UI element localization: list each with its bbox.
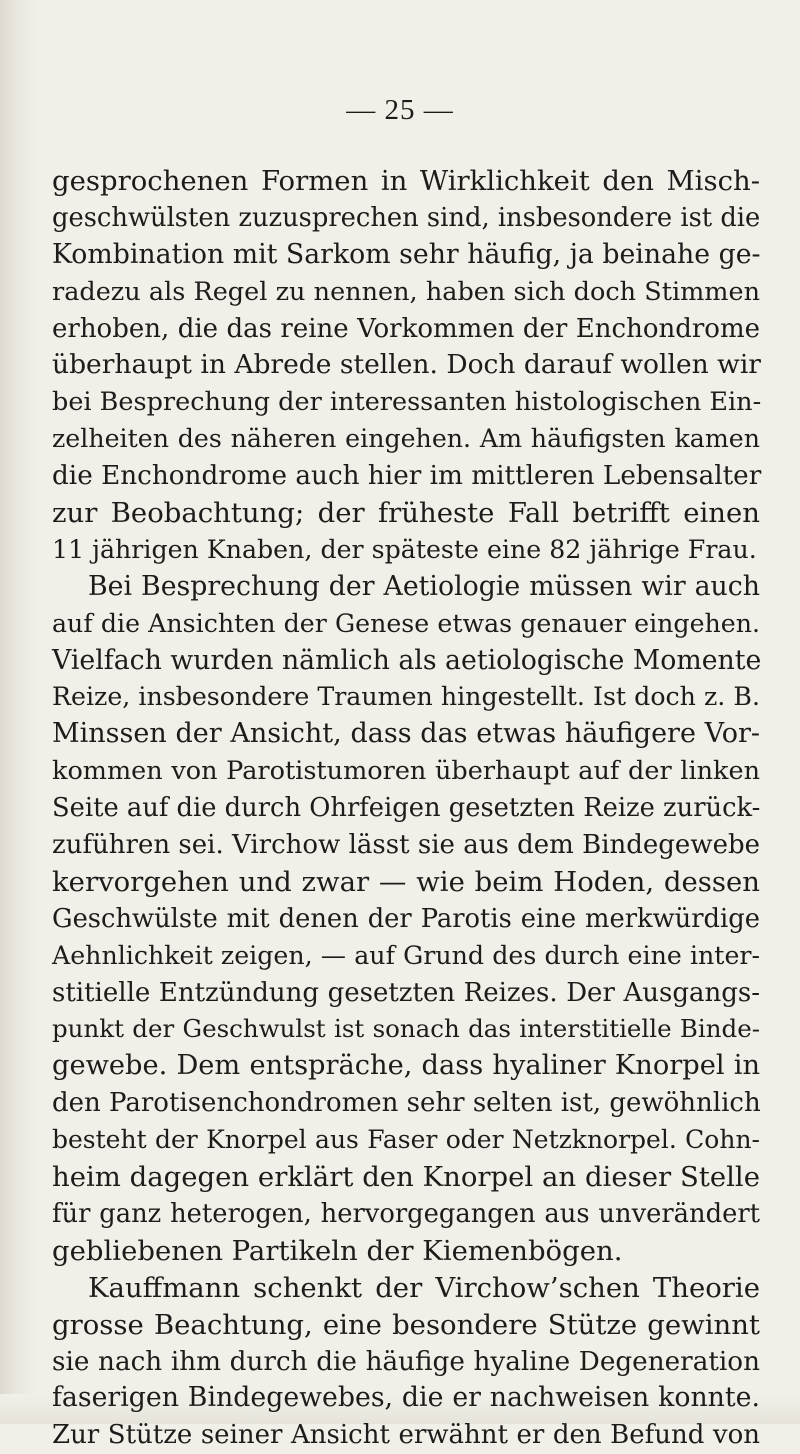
text-line: die Enchondrome auch hier im mittleren Lebensalter	[52, 461, 762, 492]
text-line: Kombination mit Sarkom sehr häufig, ja beinahe ge-	[52, 238, 761, 270]
text-line: Geschwülste mit denen der Parotis eine merkwürdige	[52, 903, 760, 934]
text-line: Kauffmann schenkt der Virchow’schen Theorie	[88, 1271, 760, 1304]
text-line: heim dagegen erklärt den Knorpel an dieser Stelle	[52, 1161, 760, 1194]
text-line: Minssen der Ansicht, dass das etwas häufigere Vor-	[52, 718, 760, 750]
text-line: faserigen Bindegewebes, die er nachweisen konnte.	[52, 1382, 760, 1414]
text-line: besteht der Knorpel aus Faser oder Netzknorpel. Cohn-	[52, 1125, 760, 1155]
text-line: radezu als Regel zu nennen, haben sich doch Stimmen	[52, 276, 760, 307]
text-line: geschwülsten zuzusprechen sind, insbesondere ist die	[52, 202, 761, 233]
body-text	[52, 163, 760, 1454]
text-line: Vielfach wurden nämlich als aetiologische Momente	[52, 644, 762, 676]
text-line: den Parotisenchondromen sehr selten ist, gewöhnlich	[52, 1088, 761, 1119]
text-line: stitielle Entzündung gesetzten Reizes. Der Ausgangs-	[52, 977, 760, 1008]
text-line: gebliebenen Partikeln der Kiemenbögen.	[52, 1234, 623, 1267]
text-line: sie nach ihm durch die häufige hyaline Degeneration	[52, 1346, 760, 1377]
text-line: für ganz heterogen, hervorgegangen aus unverändert	[52, 1198, 760, 1229]
text-line: punkt der Geschwulst ist sonach das interstitielle Binde-	[52, 1014, 760, 1044]
text-line: überhaupt in Abrede stellen. Doch darauf wollen wir	[52, 349, 761, 381]
text-line: 11 jährigen Knaben, der späteste eine 82 jährige Frau.	[52, 534, 757, 564]
text-line: bei Besprechung der interessanten histologischen Ein-	[52, 387, 762, 418]
text-line: kervorgehen und zwar — wie beim Hoden, dessen	[52, 865, 760, 898]
text-line: auf die Ansichten der Genese etwas genauer eingehen.	[52, 608, 760, 638]
text-line: zuführen sei. Virchow lässt sie aus dem Bindegewebe	[52, 830, 760, 861]
text-line: grosse Beachtung, eine besondere Stütze gewinnt	[52, 1308, 760, 1341]
text-line: gewebe. Dem entspräche, dass hyaliner Knorpel in	[52, 1050, 760, 1082]
text-line: Reize, insbesondere Traumen hingestellt. Ist doch z. B.	[52, 682, 760, 712]
text-line: gesprochenen Formen in Wirklichkeit den Misch-	[52, 165, 760, 197]
text-line: erhoben, die das reine Vorkommen der Enchondrome	[52, 313, 760, 344]
text-line: zelheiten des näheren eingehen. Am häufigsten kamen	[52, 424, 760, 454]
page-number: — 25 —	[346, 94, 454, 126]
text-line: kommen von Parotistumoren überhaupt auf der linken	[52, 756, 760, 787]
text-line: Seite auf die durch Ohrfeigen gesetzten Reize zurück-	[52, 793, 761, 824]
text-line: Bei Besprechung der Aetiologie müssen wir auch	[88, 570, 760, 602]
text-line: Aehnlichkeit zeigen, — auf Grund des durch eine inter-	[52, 940, 760, 970]
page-left-edge	[0, 0, 36, 1424]
text-line: zur Beobachtung; der früheste Fall betrifft einen	[52, 497, 760, 530]
text-line: Zur Stütze seiner Ansicht erwähnt er den Befund von	[52, 1420, 760, 1451]
